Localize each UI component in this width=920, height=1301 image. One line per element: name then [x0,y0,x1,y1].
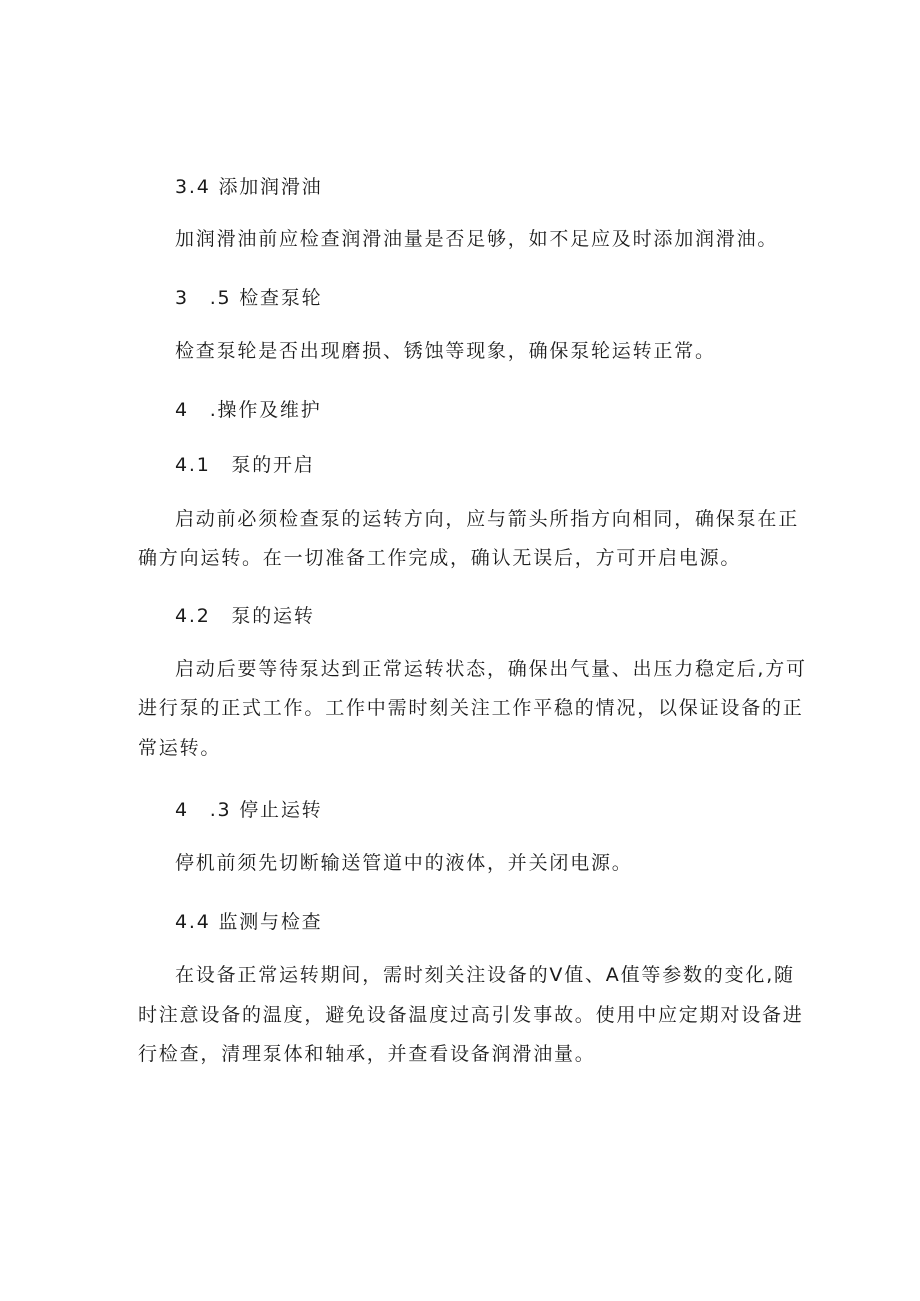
section-4-1-body-line-1: 启动前必须检查泵的运转方向，应与箭头所指方向相同，确保泵在正 [175,508,800,530]
section-4-2-heading: 4.2 泵的运转 [175,605,315,627]
section-4-2-body-line-3: 常运转。 [138,737,222,759]
section-4-1-body-line-2: 确方向运转。在一切准备工作完成，确认无误后，方可开启电源。 [138,547,742,569]
section-4-4-heading: 4.4 监测与检查 [175,911,323,933]
section-4-1-heading: 4.1 泵的开启 [175,454,315,476]
section-4-heading: 4 .操作及维护 [175,399,322,421]
section-4-4-body-line-1: 在设备正常运转期间，需时刻关注设备的V值、A值等参数的变化,随 [175,964,795,986]
section-4-4-body-line-2: 时注意设备的温度，避免设备温度过高引发事故。使用中应定期对设备进 [138,1004,804,1026]
section-4-3-body: 停机前须先切断输送管道中的液体，并关闭电源。 [175,852,633,874]
section-4-4-body-line-3: 行检查，清理泵体和轴承，并查看设备润滑油量。 [138,1043,596,1065]
section-4-2-body-line-1: 启动后要等待泵达到正常运转状态，确保出气量、出压力稳定后,方可 [175,658,807,680]
section-3-4-heading: 3.4 添加润滑油 [175,176,323,198]
section-4-2-body-line-2: 进行泵的正式工作。工作中需时刻关注工作平稳的情况，以保证设备的正 [138,697,804,719]
section-3-5-body: 检查泵轮是否出现磨损、锈蚀等现象，确保泵轮运转正常。 [175,340,716,362]
section-4-3-heading: 4 .3 停止运转 [175,799,323,821]
section-3-4-body: 加润滑油前应检查润滑油量是否足够，如不足应及时添加润滑油。 [175,228,779,250]
section-3-5-heading: 3 .5 检查泵轮 [175,287,323,309]
